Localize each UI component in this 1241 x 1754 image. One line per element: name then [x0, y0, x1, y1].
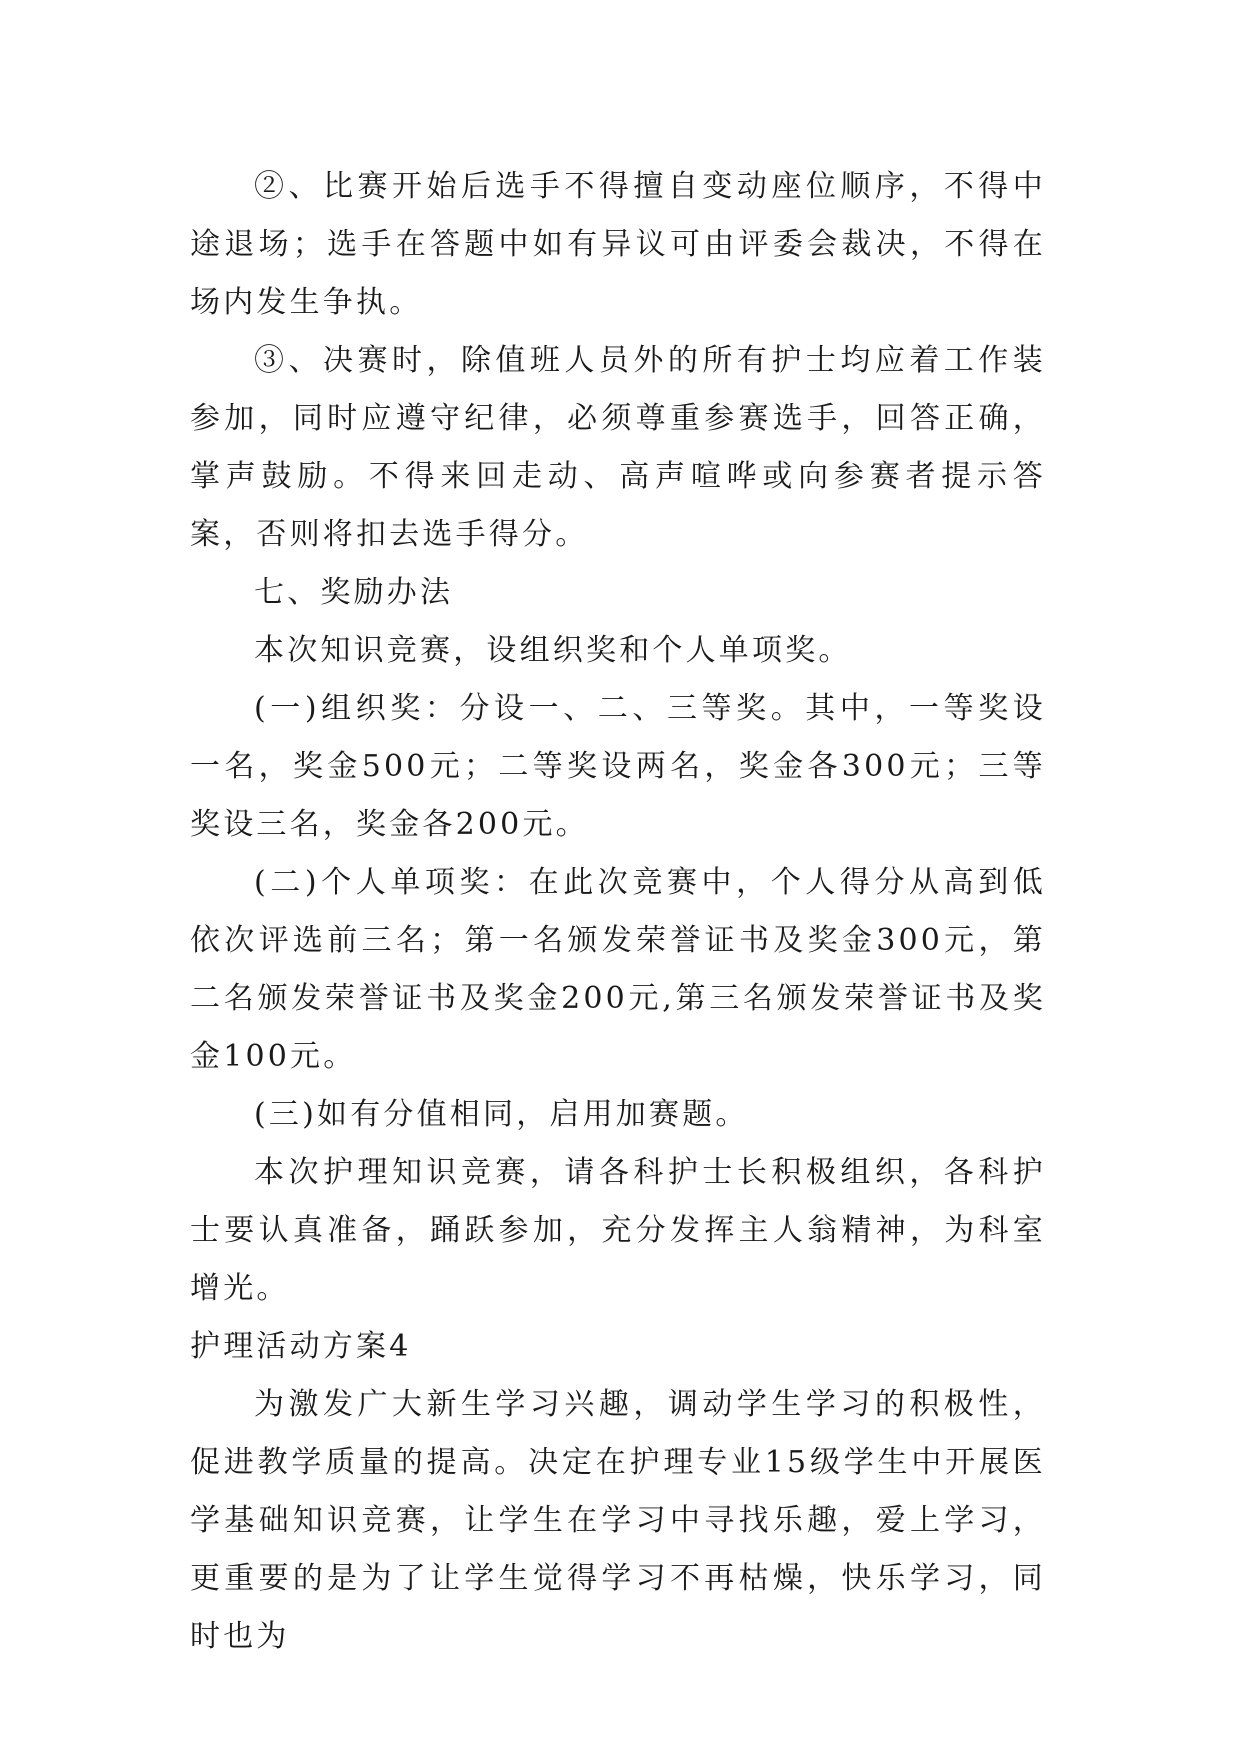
- paragraph-rule-2: ②、比赛开始后选手不得擅自变动座位顺序，不得中途退场；选手在答题中如有异议可由评委会裁决，不得在场内发生争执。: [190, 169, 1046, 320]
- paragraph-organization-award: (一)组织奖：分设一、二、三等奖。其中，一等奖设一名，奖金500元；二等奖设两名，奖金各300元；三等奖设三名，奖金各200元。: [190, 691, 1046, 842]
- paragraph-awards-intro: 本次知识竞赛，设组织奖和个人单项奖。: [254, 633, 852, 668]
- section-heading-awards: 七、奖励办法: [254, 575, 454, 610]
- paragraph-plan-4-intro: 为激发广大新生学习兴趣，调动学生学习的积极性，促进教学质量的提高。决定在护理专业15级学生中开展医学基础知识竞赛，让学生在学习中寻找乐趣，爱上学习，更重要的是为了让学生觉得学习不再枯燥，快乐学习，同时也为: [190, 1387, 1046, 1654]
- document-body: [190, 158, 1046, 1666]
- paragraph-tiebreak: (三)如有分值相同，启用加赛题。: [254, 1097, 749, 1132]
- paragraph-rule-3: ③、决赛时，除值班人员外的所有护士均应着工作装参加，同时应遵守纪律，必须尊重参赛选手，回答正确，掌声鼓励。不得来回走动、高声喧哗或向参赛者提示答案，否则将扣去选手得分。: [190, 343, 1046, 552]
- paragraph-individual-award: (二)个人单项奖：在此次竞赛中，个人得分从高到低依次评选前三名；第一名颁发荣誉证书及奖金300元，第二名颁发荣誉证书及奖金200元,第三名颁发荣誉证书及奖金100元。: [190, 865, 1046, 1074]
- paragraph-closing: 本次护理知识竞赛，请各科护士长积极组织，各科护士要认真准备，踊跃参加，充分发挥主人翁精神，为科室增光。: [190, 1155, 1046, 1306]
- section-title-plan-4: 护理活动方案4: [190, 1329, 412, 1364]
